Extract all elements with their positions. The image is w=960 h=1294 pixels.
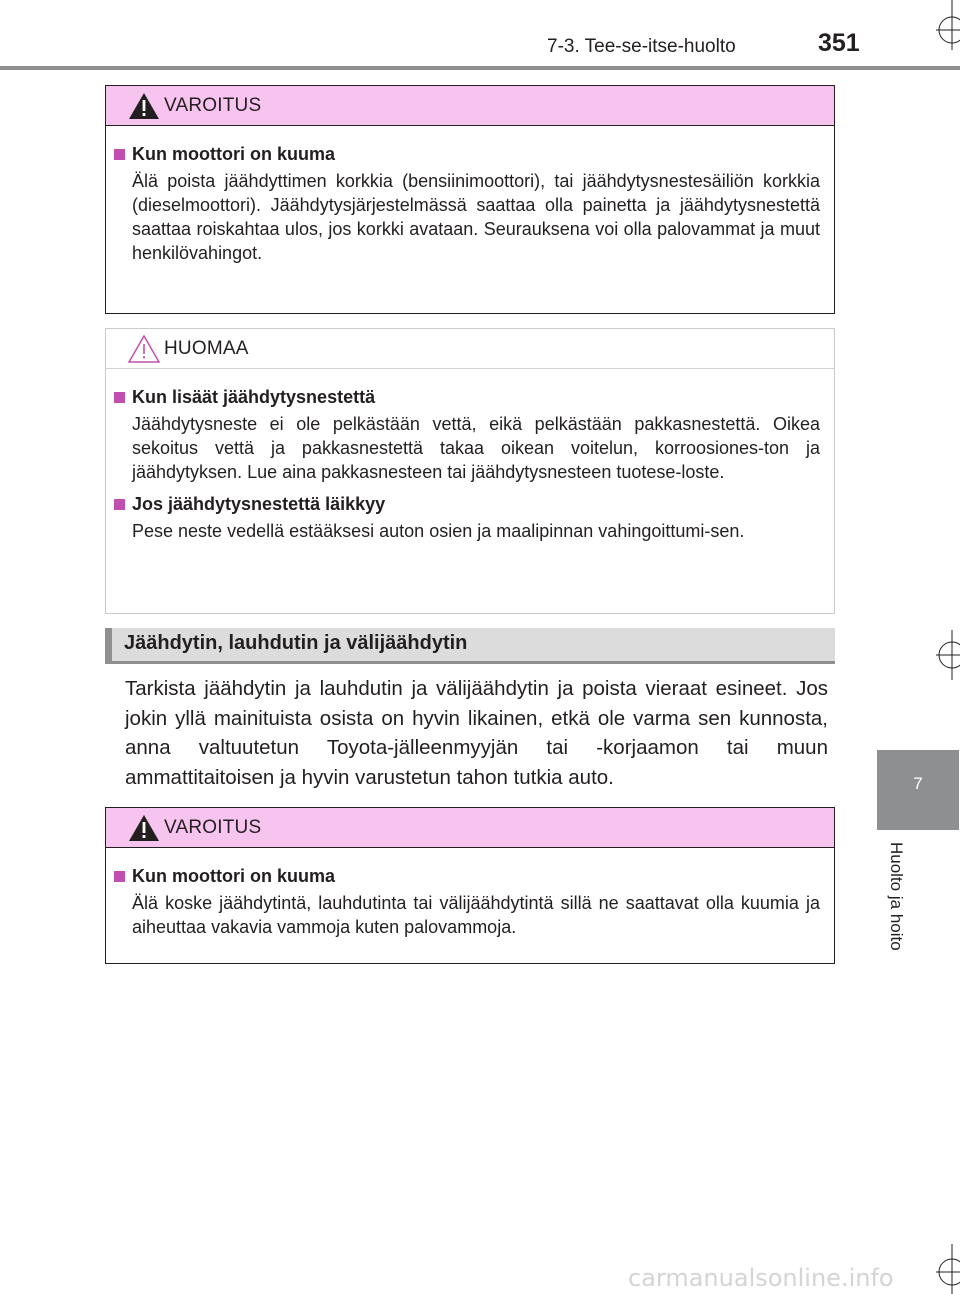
warning-label: VAROITUS [164, 817, 262, 838]
watermark: carmanualsonline.info [628, 1264, 894, 1292]
notice-item [114, 385, 820, 484]
warning-item-text: Älä koske jäähdytintä, lauhdutinta tai välijäähdytintä sillä ne saattavat olla kuumia ja aiheuttaa vakavia vammoja kuten palovammoja. [132, 893, 820, 937]
warning-item-title-text: Kun moottori on kuuma [132, 866, 335, 886]
warning-item-title-text: Kun moottori on kuuma [132, 144, 335, 164]
warning-box-body [106, 848, 834, 957]
notice-item-title-text: Jos jäähdytysnestettä läikkyy [132, 494, 386, 514]
crop-mark-bottom-icon [930, 1244, 960, 1294]
main-paragraph: Tarkista jäähdytin ja lauhdutin ja välijäähdytin ja poista vieraat esineet. Jos jokin yllä mainituista osista on hyvin likainen, etkä ole varma sen kunnosta, anna valtuutetun Toyota-jälleenmyyjän tai -korjaamon tai muun ammattitaitoisen ja hyvin varustetun tahon tutkia auto. [125, 677, 828, 789]
notice-item-title-text: Kun lisäät jäähdytysnestettä [132, 387, 376, 407]
notice-box-body [106, 369, 834, 561]
notice-label: HUOMAA [164, 338, 249, 359]
warning-box-1 [105, 85, 835, 314]
warning-box-header [106, 86, 834, 126]
square-bullet-icon [114, 392, 125, 403]
warning-triangle-icon [128, 91, 160, 121]
heading-accent [105, 628, 112, 664]
crop-mark-middle-icon [930, 630, 960, 680]
header-rule [0, 66, 960, 70]
square-bullet-icon [114, 149, 125, 160]
square-bullet-icon [114, 499, 125, 510]
warning-item-title [114, 142, 820, 166]
notice-item-text: Jäähdytysneste ei ole pelkästään vettä, eikä pelkästään pakkasnestettä. Oikea sekoitus vettä ja pakkasnestettä takaa oikean voitelun, korroosiones-ton ja jäähdytyksen. Lue aina pakkasnesteen tai jäähdytysnesteen tuotese-loste. [132, 414, 820, 482]
warning-label: VAROITUS [164, 95, 262, 116]
page-number: 351 [818, 29, 860, 57]
warning-item-text: Älä poista jäähdyttimen korkkia (bensiinimoottori), tai jäähdytysnestesäiliön korkkia (dieselmoottori). Jäähdytysjärjestelmässä saattaa olla painetta ja jäähdytysnestettä saattaa roiskahtaa ulos, jos korkki avataan. Seurauksena voi olla palovammat ja muut henkilövahingot. [132, 171, 820, 263]
warning-item-title [114, 864, 820, 888]
notice-triangle-icon [128, 334, 160, 364]
section-title: 7-3. Tee-se-itse-huolto [547, 36, 736, 57]
section-heading: Jäähdytin, lauhdutin ja välijäähdytin [124, 632, 468, 654]
warning-item [114, 142, 820, 265]
notice-item-title [114, 385, 820, 409]
warning-box-2 [105, 807, 835, 964]
section-heading-bar [105, 628, 835, 664]
crop-mark-top-icon [930, 0, 960, 50]
warning-box-body [106, 126, 834, 283]
chapter-tab [877, 750, 959, 830]
warning-triangle-icon [128, 813, 160, 843]
notice-item-title [114, 492, 820, 516]
warning-box-header [106, 808, 834, 848]
chapter-label: Huolto ja hoito [887, 842, 906, 951]
notice-item [114, 492, 820, 543]
notice-item-text: Pese neste vedellä estääksesi auton osien ja maalipinnan vahingoittumi-sen. [132, 521, 745, 541]
chapter-number: 7 [913, 774, 923, 793]
square-bullet-icon [114, 871, 125, 882]
warning-item [114, 864, 820, 939]
notice-box [105, 328, 835, 614]
notice-box-header [106, 329, 834, 369]
